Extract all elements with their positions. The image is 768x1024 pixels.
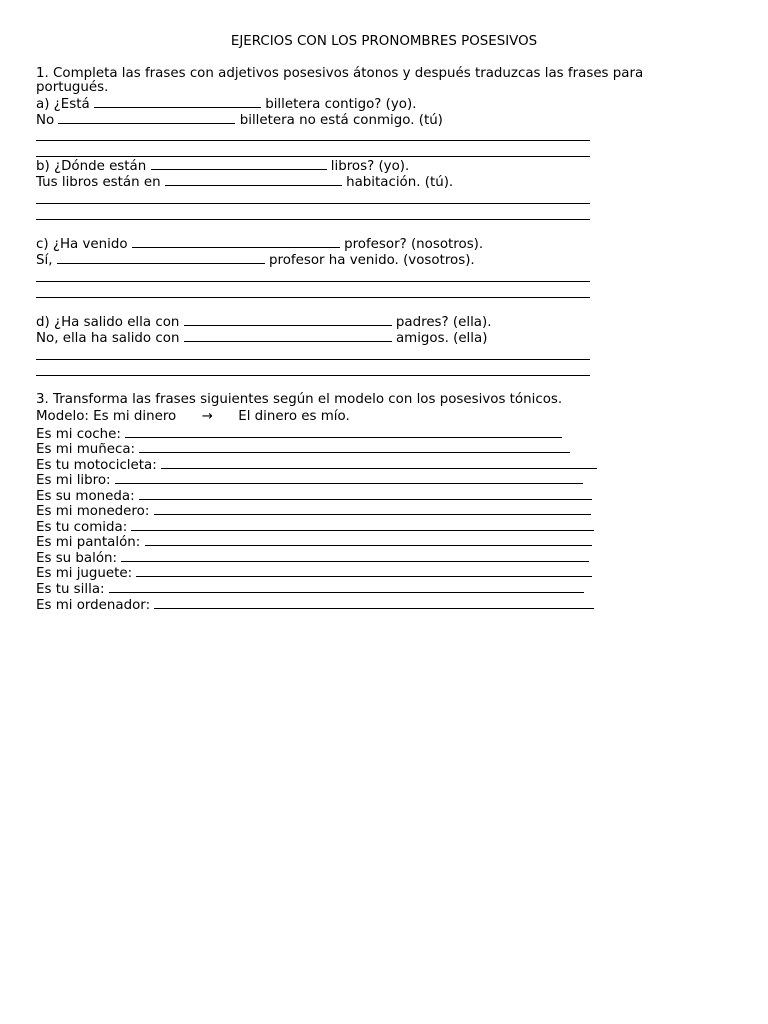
translation-line[interactable] — [36, 281, 590, 282]
ex1-instruction-line1: 1. Completa las frases con adjetivos posesivos átonos y después traduzcas las frases para — [36, 66, 644, 81]
answer-blank[interactable] — [139, 488, 592, 500]
answer-blank[interactable] — [184, 314, 392, 326]
ex3-item: Es mi pantalón: — [36, 534, 592, 551]
ex3-item: Es tu silla: — [36, 581, 584, 598]
answer-blank[interactable] — [94, 96, 261, 108]
answer-blank[interactable] — [57, 252, 265, 264]
ex1-a-line2: No billetera no está conmigo. (tú) — [36, 113, 443, 128]
answer-blank[interactable] — [139, 441, 570, 453]
translation-line[interactable] — [36, 140, 590, 141]
ex3-item: Es su balón: — [36, 550, 589, 567]
answer-blank[interactable] — [132, 236, 340, 248]
arrow-right-icon: → — [201, 409, 213, 424]
ex3-instruction: 3. Transforma las frases siguientes según el modelo con los posesivos tónicos. — [36, 392, 563, 407]
ex3-item: Es tu comida: — [36, 519, 594, 536]
translation-line[interactable] — [36, 375, 590, 376]
ex3-item: Es mi juguete: — [36, 565, 592, 582]
ex1-a-line1: a) ¿Está billetera contigo? (yo). — [36, 97, 417, 112]
ex1-c-line2: Sí, profesor ha venido. (vosotros). — [36, 253, 475, 268]
ex1-b-line1: b) ¿Dónde están libros? (yo). — [36, 159, 410, 174]
answer-blank[interactable] — [184, 330, 392, 342]
answer-blank[interactable] — [154, 597, 594, 609]
translation-line[interactable] — [36, 156, 590, 157]
answer-blank[interactable] — [109, 581, 584, 593]
translation-line[interactable] — [36, 359, 590, 360]
ex3-item: Es mi libro: — [36, 472, 583, 489]
translation-line[interactable] — [36, 203, 590, 204]
answer-blank[interactable] — [131, 519, 594, 531]
ex3-item: Es tu motocicleta: — [36, 457, 597, 474]
answer-blank[interactable] — [161, 457, 597, 469]
ex3-item: Es mi ordenador: — [36, 597, 594, 614]
ex1-c-line1: c) ¿Ha venido profesor? (nosotros). — [36, 237, 484, 252]
ex3-item: Es mi monedero: — [36, 503, 591, 520]
ex3-model: Modelo: Es mi dinero → El dinero es mío. — [36, 409, 350, 424]
answer-blank[interactable] — [154, 503, 591, 515]
ex1-instruction-line2: portugués. — [36, 80, 109, 95]
answer-blank[interactable] — [115, 472, 583, 484]
answer-blank[interactable] — [151, 158, 327, 170]
ex1-d-line2: No, ella ha salido con amigos. (ella) — [36, 331, 488, 346]
answer-blank[interactable] — [165, 174, 342, 186]
answer-blank[interactable] — [145, 534, 592, 546]
ex3-item: Es su moneda: — [36, 488, 592, 505]
answer-blank[interactable] — [58, 112, 235, 124]
ex3-item: Es mi coche: — [36, 426, 562, 443]
translation-line[interactable] — [36, 219, 590, 220]
translation-line[interactable] — [36, 297, 590, 298]
ex3-item: Es mi muñeca: — [36, 441, 570, 458]
answer-blank[interactable] — [121, 550, 589, 562]
ex1-b-line2: Tus libros están en habitación. (tú). — [36, 175, 454, 190]
answer-blank[interactable] — [136, 565, 592, 577]
page-title: EJERCIOS CON LOS PRONOMBRES POSESIVOS — [230, 34, 538, 49]
ex1-d-line1: d) ¿Ha salido ella con padres? (ella). — [36, 315, 492, 330]
answer-blank[interactable] — [125, 426, 562, 438]
